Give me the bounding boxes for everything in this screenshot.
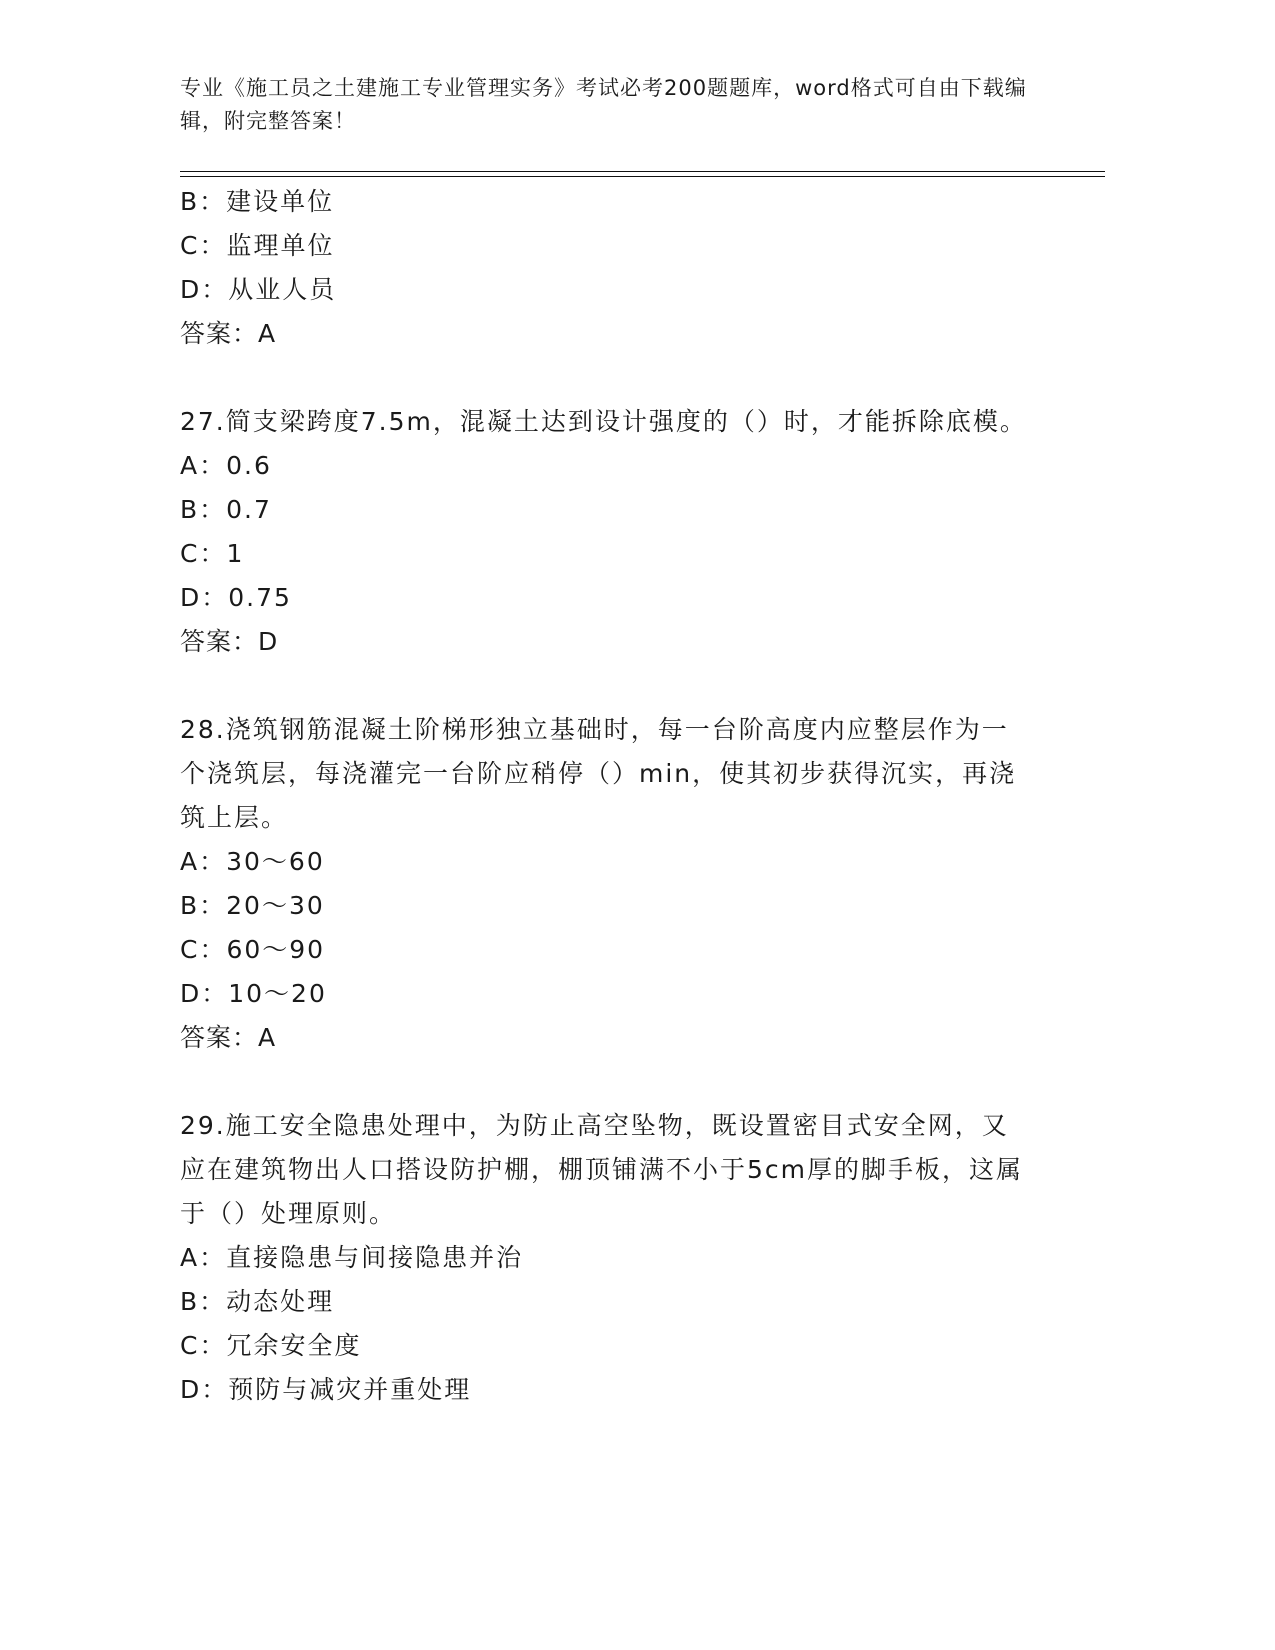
option-c: C：监理单位	[180, 231, 335, 260]
answer-line: 答案：D	[180, 627, 279, 656]
spacer	[180, 356, 1050, 400]
question-29	[180, 1104, 1050, 1412]
question-stem: 27.简支梁跨度7.5m，混凝土达到设计强度的（）时，才能拆除底模。	[180, 407, 1027, 436]
option-b: B：建设单位	[180, 187, 335, 216]
spacer	[180, 664, 1050, 708]
option-c: C：冗余安全度	[180, 1331, 362, 1360]
question-stem: 28.浇筑钢筋混凝土阶梯形独立基础时，每一台阶高度内应整层作为一个浇筑层，每浇灌完一台阶应稍停（）min，使其初步获得沉实，再浇筑上层。	[180, 715, 1017, 832]
option-d: D：10～20	[180, 979, 327, 1008]
header-rule-bottom	[180, 176, 1105, 177]
question-stem: 29.施工安全隐患处理中，为防止高空坠物，既设置密目式安全网，又应在建筑物出人口搭设防护棚，棚顶铺满不小于5cm厚的脚手板，这属于（）处理原则。	[180, 1111, 1024, 1228]
option-a: A：0.6	[180, 451, 272, 480]
question-list	[180, 180, 1050, 1412]
option-a: A：30～60	[180, 847, 325, 876]
option-b: B：0.7	[180, 495, 272, 524]
option-b: B：动态处理	[180, 1287, 335, 1316]
question-27	[180, 400, 1050, 664]
document-header: 专业《施工员之土建施工专业管理实务》考试必考200题题库，word格式可自由下载编辑，附完整答案！	[180, 76, 1027, 133]
option-b: B：20～30	[180, 891, 325, 920]
question-28	[180, 708, 1050, 1060]
answer-line: 答案：A	[180, 319, 277, 348]
option-c: C：1	[180, 539, 245, 568]
option-d: D：0.75	[180, 583, 292, 612]
spacer	[180, 1060, 1050, 1104]
option-d: D：从业人员	[180, 275, 337, 304]
option-d: D：预防与减灾并重处理	[180, 1375, 472, 1404]
answer-line: 答案：A	[180, 1023, 277, 1052]
option-a: A：直接隐患与间接隐患并治	[180, 1243, 524, 1272]
question-26-tail	[180, 180, 1050, 356]
option-c: C：60～90	[180, 935, 326, 964]
header-rule-top	[180, 171, 1105, 172]
